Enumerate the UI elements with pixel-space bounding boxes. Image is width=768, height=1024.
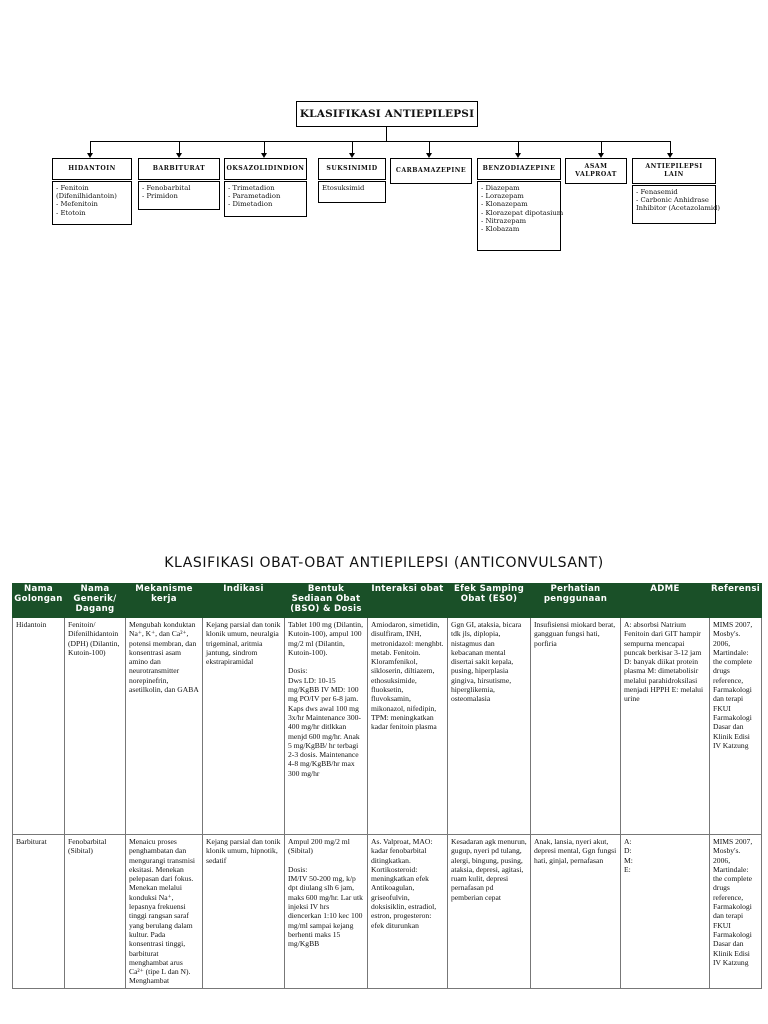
- connector: [670, 141, 671, 153]
- connector: [90, 141, 91, 153]
- drug-item: - Diazepam: [481, 184, 520, 192]
- drug-item: Inhibitor (Acetazolamid): [636, 204, 721, 213]
- header-cell: Indikasi: [203, 584, 285, 618]
- drug-item: - Carbonic Anhidrase: [636, 196, 709, 205]
- header-cell: Mekanisme kerja: [126, 584, 203, 618]
- drug-item: - Klonazepam: [481, 200, 528, 209]
- class-benzodiazepine-drugs: [477, 181, 564, 251]
- table-title: KLASIFIKASI OBAT-OBAT ANTIEPILEPSI (ANTICONVULSANT): [164, 555, 604, 571]
- table-cell: Anak, lansia, nyeri akut, depresi mental, Ggn fungsi hati, ginjal, pernafasan: [531, 835, 621, 989]
- drug-item: - Dimetadion: [228, 200, 273, 209]
- table-row: [13, 618, 762, 835]
- table-cell: Fenitoin/ Difenilhidantoin (DPH) (Dilantin, Kutoin-100): [65, 618, 126, 835]
- drug-item: - Parametadion: [228, 192, 281, 201]
- table-cell: Amiodaron, simetidin, disulfiram, INH, metronidazol: menghbt. metab. Fenitoin. Kloramfenikol, sikloserin, diltiazem, ethosuksimide, fluoksetin, fluvoksamin, mikonazol, nifedipin, TPM: meningkatkan kadar fenitoin plasma: [368, 618, 448, 835]
- connector: [386, 127, 387, 141]
- header-cell: Perhatian penggunaan: [531, 584, 621, 618]
- header-cell: Referensi: [710, 584, 762, 618]
- drug-item: Etosuksimid: [322, 184, 365, 192]
- connector: [601, 141, 602, 153]
- class-oksazolidindion-drugs: [224, 181, 307, 217]
- table-cell: Kesadaran agk menurun, gugup, nyeri pd tulang, alergi, bingung, pusing, ataksia, depresi, agitasi, ruam kulit, depresi pernafasan pd pemberian cepat: [448, 835, 531, 989]
- table-cell: Insufisiensi miokard berat, gangguan fungsi hati, porfiria: [531, 618, 621, 835]
- class-hidantoin: HIDANTOIN: [52, 158, 132, 180]
- class-hidantoin-drugs: [52, 181, 132, 225]
- class-benzodiazepine: BENZODIAZEPINE: [477, 158, 561, 180]
- drug-item: (Difenilhidantoin): [56, 192, 117, 201]
- table-header-row: [13, 584, 762, 618]
- table-cell: Kejang parsial dan tonik klonik umum, hipnotik, sedatif: [203, 835, 285, 989]
- drug-item: - Nitrazepam: [481, 216, 527, 225]
- class-antiepilepsi-lain-drugs: [632, 185, 721, 224]
- table-row: [13, 835, 762, 989]
- drug-item: - Fenobarbital: [142, 184, 191, 192]
- header-cell: Bentuk Sediaan Obat (BSO) & Dosis: [285, 584, 368, 618]
- drug-item: - Fenitoin: [56, 184, 89, 192]
- connector: [352, 141, 353, 153]
- antiepileptic-table: [12, 583, 762, 989]
- connector: [179, 141, 180, 153]
- table-cell: Fenobarbital (Sibital): [65, 835, 126, 989]
- drug-item: - Fenasemid: [636, 188, 678, 196]
- table-cell: MIMS 2007, Mosby's. 2006, Martindale: the complete drugs reference, Farmakologi dan terapi FKUI Farmakologi Dasar dan Klinik Edisi IV Katzung: [710, 618, 762, 835]
- drug-item: - Lorazepam: [481, 192, 524, 201]
- connector: [264, 141, 265, 153]
- table-cell: Menaicu proses penghambatan dan mengurangi transmisi eksitasi. Menekan pelepasan dari fokus. Menekan melalui konduksi Na⁺, lepasnya frekuensi tinggi rangsan saraf yang berulang dalam kultur. Pada konsentrasi tinggi, barbiturat menghambat arus Ca²⁺ (tipe L dan N). Menghambat: [126, 835, 203, 989]
- table-cell: Ampul 200 mg/2 ml (Sibital) Dosis: IM/IV 50-200 mg, k/p dpt diulang slh 6 jam, maks 600 mg/hr. Lar utk injeksi IV hrs diencerkan 1:10 kec 100 mg/ml sampai kejang berhenti maks 15 mg/KgBB: [285, 835, 368, 989]
- table-cell: As. Valproat, MAO: kadar fenobarbital ditingkatkan. Kortikosteroid: meningkatkan efek Antikoagulan, griseofulvin, doksisiklin, estradiol, estron, progesteron: efek diturunkan: [368, 835, 448, 989]
- table-cell: Ggn GI, ataksia, bicara tdk jls, diplopia, nistagmus dan kebacanan mental disertai sakit kepala, pusing, hiperplasia gingiva, hirsutisme, hiperglikemia, osteomalasia: [448, 618, 531, 835]
- header-cell: Nama Golongan: [13, 584, 65, 618]
- class-asam-valproat: ASAM VALPROAT: [565, 158, 627, 184]
- table-cell: A: absorbsi Natrium Fenitoin dari GIT hampir sempurna mencapai puncak berkisar 3-12 jam D: banyak diikat protein plasma M: dimetabolisir melalui parahidroksilasi menjadi HPPH E: melalui urine: [621, 618, 710, 835]
- class-oksazolidindion: OKSAZOLIDINDION: [224, 158, 307, 180]
- table-cell: Barbiturat: [13, 835, 65, 989]
- table-cell: A: D: M: E:: [621, 835, 710, 989]
- drug-item: - Primidon: [142, 192, 178, 201]
- table-cell: Tablet 100 mg (Dilantin, Kutoin-100), ampul 100 mg/2 ml (Dilantin, Kutoin-100). Dosis: Dws LD: 10-15 mg/KgBB IV MD: 100 mg PO/IV per 6-8 jam. Kaps dws awal 100 mg 3x/hr Maintenance 300-400 mg/hr ditlkkan menjd 600 mg/hr. Anak 5 mg/KgBB/ hr terbagi 2-3 dosis. Maintenance 4-8 mg/KgBB/hr max 300 mg/hr: [285, 618, 368, 835]
- table-cell: Mengubah konduktan Na⁺, K⁺, dan Ca²⁺, potensi membran, dan konsentrasi asam amino dan neurotransmitter norepinefrin, asetilkolin, dan GABA: [126, 618, 203, 835]
- class-antiepilepsi-lain: ANTIEPILEPSI LAIN: [632, 158, 716, 184]
- drug-item: - Klobazam: [481, 225, 520, 234]
- header-cell: Nama Generik/ Dagang: [65, 584, 126, 618]
- class-suksinimid: SUKSINIMID: [318, 158, 386, 180]
- connector: [90, 141, 670, 142]
- class-carbamazepine: CARBAMAZEPINE: [390, 158, 472, 184]
- drug-item: - Klorazepat dipotasium: [481, 208, 564, 217]
- table-cell: MIMS 2007, Mosby's. 2006, Martindale: the complete drugs reference, Farmakologi dan terapi FKUI Farmakologi Dasar dan Klinik Edisi IV Katzung: [710, 835, 762, 989]
- header-cell: Interaksi obat: [368, 584, 448, 618]
- class-suksinimid-drugs: [318, 181, 386, 203]
- header-cell: ADME: [621, 584, 710, 618]
- table-cell: Kejang parsial dan tonik klonik umum, neuralgia trigeminal, aritmia jantung, sindrom ekstrapiramidal: [203, 618, 285, 835]
- connector: [518, 141, 519, 153]
- class-barbiturat: BARBITURAT: [138, 158, 220, 180]
- class-barbiturat-drugs: [138, 181, 220, 210]
- connector: [429, 141, 430, 153]
- drug-item: - Mefenitoin: [56, 200, 98, 209]
- drug-item: - Etotoin: [56, 208, 86, 217]
- header-cell: Efek Samping Obat (ESO): [448, 584, 531, 618]
- tree-title: KLASIFIKASI ANTIEPILEPSI: [296, 101, 478, 127]
- table-cell: Hidantoin: [13, 618, 65, 835]
- drug-item: - Trimetadion: [228, 184, 275, 192]
